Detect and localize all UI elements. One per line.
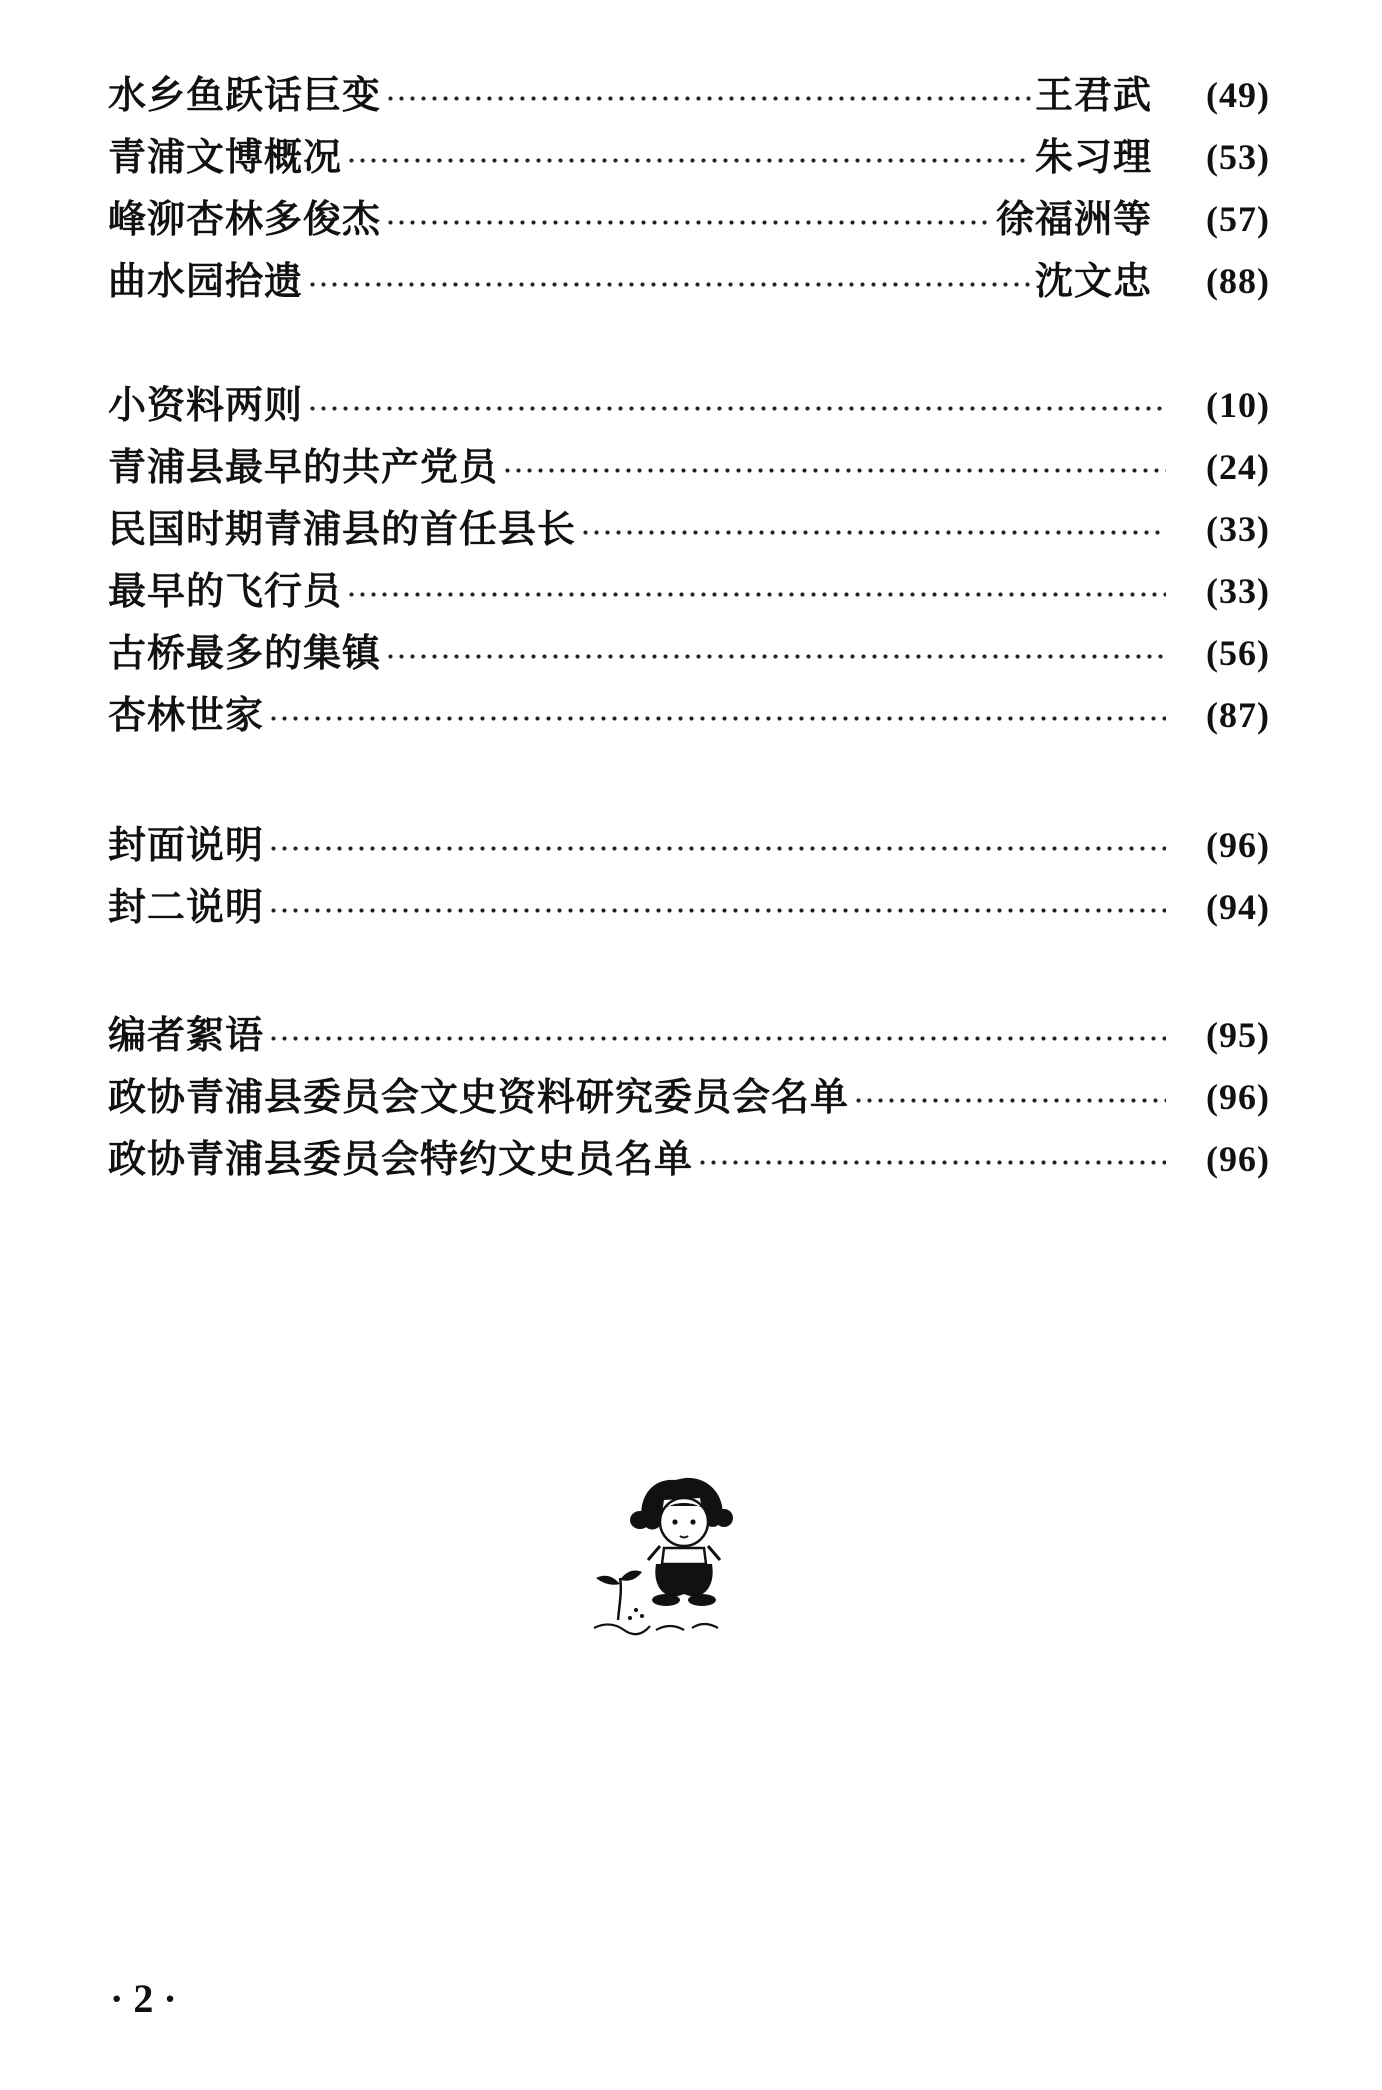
toc-entry [108,442,1270,492]
toc-entry [108,504,1270,554]
toc-entry-page: (10) [1206,385,1270,425]
dot-leader [346,132,1031,182]
toc-entry [108,1072,1270,1122]
toc-entry-page: (88) [1206,261,1270,301]
dot-leader [346,566,1166,616]
dot-leader [385,628,1166,678]
toc-entry-title: 水乡鱼跃话巨变 [108,72,382,117]
toc-entry [108,628,1270,678]
toc-entry [108,132,1270,182]
dot-leader [268,690,1166,740]
toc-entry-page: (87) [1206,695,1270,735]
toc-entry-title: 最早的飞行员 [108,568,343,613]
toc-entry [108,690,1270,740]
dot-leader [307,256,1031,306]
toc-entry-title: 封二说明 [108,884,265,929]
dot-leader [697,1134,1166,1184]
toc-entry-title: 杏林世家 [108,692,265,737]
dot-leader [268,882,1166,932]
toc-entry-author: 沈文忠 [1034,258,1152,303]
toc-entry-page: (33) [1206,571,1270,611]
toc-entry-title: 政协青浦县委员会特约文史员名单 [108,1136,694,1181]
toc-entry-title: 封面说明 [108,822,265,867]
toc-entry-page: (96) [1206,1077,1270,1117]
toc-entry-author: 王君武 [1034,72,1152,117]
toc-entry-page: (24) [1206,447,1270,487]
dot-leader [268,820,1166,870]
toc-entry-title: 峰泖杏林多俊杰 [108,196,382,241]
toc-entry-title: 古桥最多的集镇 [108,630,382,675]
toc-entry [108,70,1270,120]
toc-entry [108,566,1270,616]
toc-entry-title: 编者絮语 [108,1012,265,1057]
toc-entry-page: (57) [1206,199,1270,239]
dot-leader [385,70,1031,120]
toc-entry-page: (56) [1206,633,1270,673]
toc-entry [108,882,1270,932]
toc-entry-page: (33) [1206,509,1270,549]
toc-entry-title: 青浦县最早的共产党员 [108,444,499,489]
dot-leader [502,442,1166,492]
toc-entry-page: (94) [1206,887,1270,927]
toc-entry-title: 曲水园拾遗 [108,258,304,303]
dot-leader [853,1072,1166,1122]
toc-entry [108,1134,1270,1184]
dot-leader [580,504,1166,554]
toc-entry-title: 政协青浦县委员会文史资料研究委员会名单 [108,1074,850,1119]
toc-entry-page: (53) [1206,137,1270,177]
toc-entry-page: (95) [1206,1015,1270,1055]
toc-entry [108,820,1270,870]
dot-leader [268,1010,1166,1060]
toc-entry-title: 民国时期青浦县的首任县长 [108,506,577,551]
toc-entry-title: 小资料两则 [108,382,304,427]
page-number: · 2 · [110,1976,177,2021]
toc-entry [108,256,1270,306]
toc-entry-page: (96) [1206,1139,1270,1179]
toc-entry-author: 徐福洲等 [995,196,1152,241]
toc-entry-page: (96) [1206,825,1270,865]
toc-entry [108,1010,1270,1060]
toc-entry-page: (49) [1206,75,1270,115]
toc-entry [108,380,1270,430]
dot-leader [385,194,992,244]
child-with-sprout-illustration [580,1460,780,1650]
toc-entry-title: 青浦文博概况 [108,134,343,179]
toc-entry-author: 朱习理 [1034,134,1152,179]
dot-leader [307,380,1166,430]
toc-entry [108,194,1270,244]
